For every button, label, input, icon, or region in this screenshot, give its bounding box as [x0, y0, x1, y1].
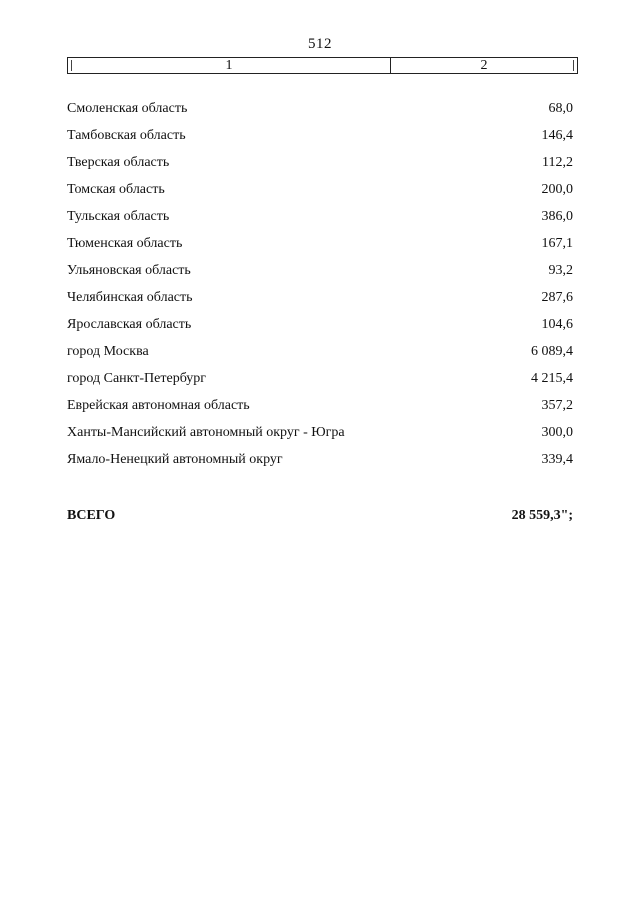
region-amount: 386,0: [541, 209, 573, 224]
total-label: ВСЕГО: [67, 508, 116, 523]
region-name: Ханты-Мансийский автономный округ - Югра: [67, 425, 345, 440]
column-header-table: [67, 57, 578, 74]
table-row: [67, 263, 573, 290]
table-row: [67, 236, 573, 263]
region-amount: 287,6: [541, 290, 573, 305]
column-header-2: 2: [480, 57, 488, 73]
table-row: [67, 101, 573, 128]
region-amount: 339,4: [541, 452, 573, 467]
region-name: город Москва: [67, 344, 149, 359]
region-name: Челябинская область: [67, 290, 193, 305]
table-row: [67, 128, 573, 155]
column-header-1: 1: [68, 58, 391, 73]
region-name: Ульяновская область: [67, 263, 191, 278]
region-name: Томская область: [67, 182, 165, 197]
region-list: [67, 101, 573, 479]
region-name: Тверская область: [67, 155, 170, 170]
region-amount: 6 089,4: [531, 344, 573, 359]
total-row: [67, 508, 573, 524]
region-amount: 300,0: [541, 425, 573, 440]
table-row: [67, 344, 573, 371]
region-name: город Санкт-Петербург: [67, 371, 207, 386]
region-amount: 112,2: [542, 155, 573, 170]
region-amount: 104,6: [541, 317, 573, 332]
region-name: Ярославская область: [67, 317, 192, 332]
table-row: [67, 155, 573, 182]
table-row: [67, 182, 573, 209]
total-amount: 28 559,3";: [511, 508, 573, 523]
table-row: [67, 452, 573, 479]
region-amount: 4 215,4: [531, 371, 573, 386]
region-amount: 167,1: [541, 236, 573, 251]
table-row: [67, 209, 573, 236]
region-name: Тюменская область: [67, 236, 183, 251]
region-amount: 200,0: [541, 182, 573, 197]
region-name: Еврейская автономная область: [67, 398, 250, 413]
table-row: [67, 425, 573, 452]
table-row: [67, 317, 573, 344]
table-row: [67, 371, 573, 398]
region-name: Тамбовская область: [67, 128, 186, 143]
region-name: Смоленская область: [67, 101, 188, 116]
region-amount: 93,2: [548, 263, 573, 278]
table-row: [67, 398, 573, 425]
region-amount: 146,4: [541, 128, 573, 143]
region-name: Тульская область: [67, 209, 170, 224]
region-name: Ямало-Ненецкий автономный округ: [67, 452, 283, 467]
region-amount: 357,2: [541, 398, 573, 413]
page-number: 512: [308, 36, 332, 52]
region-amount: 68,0: [548, 101, 573, 116]
table-row: [67, 290, 573, 317]
